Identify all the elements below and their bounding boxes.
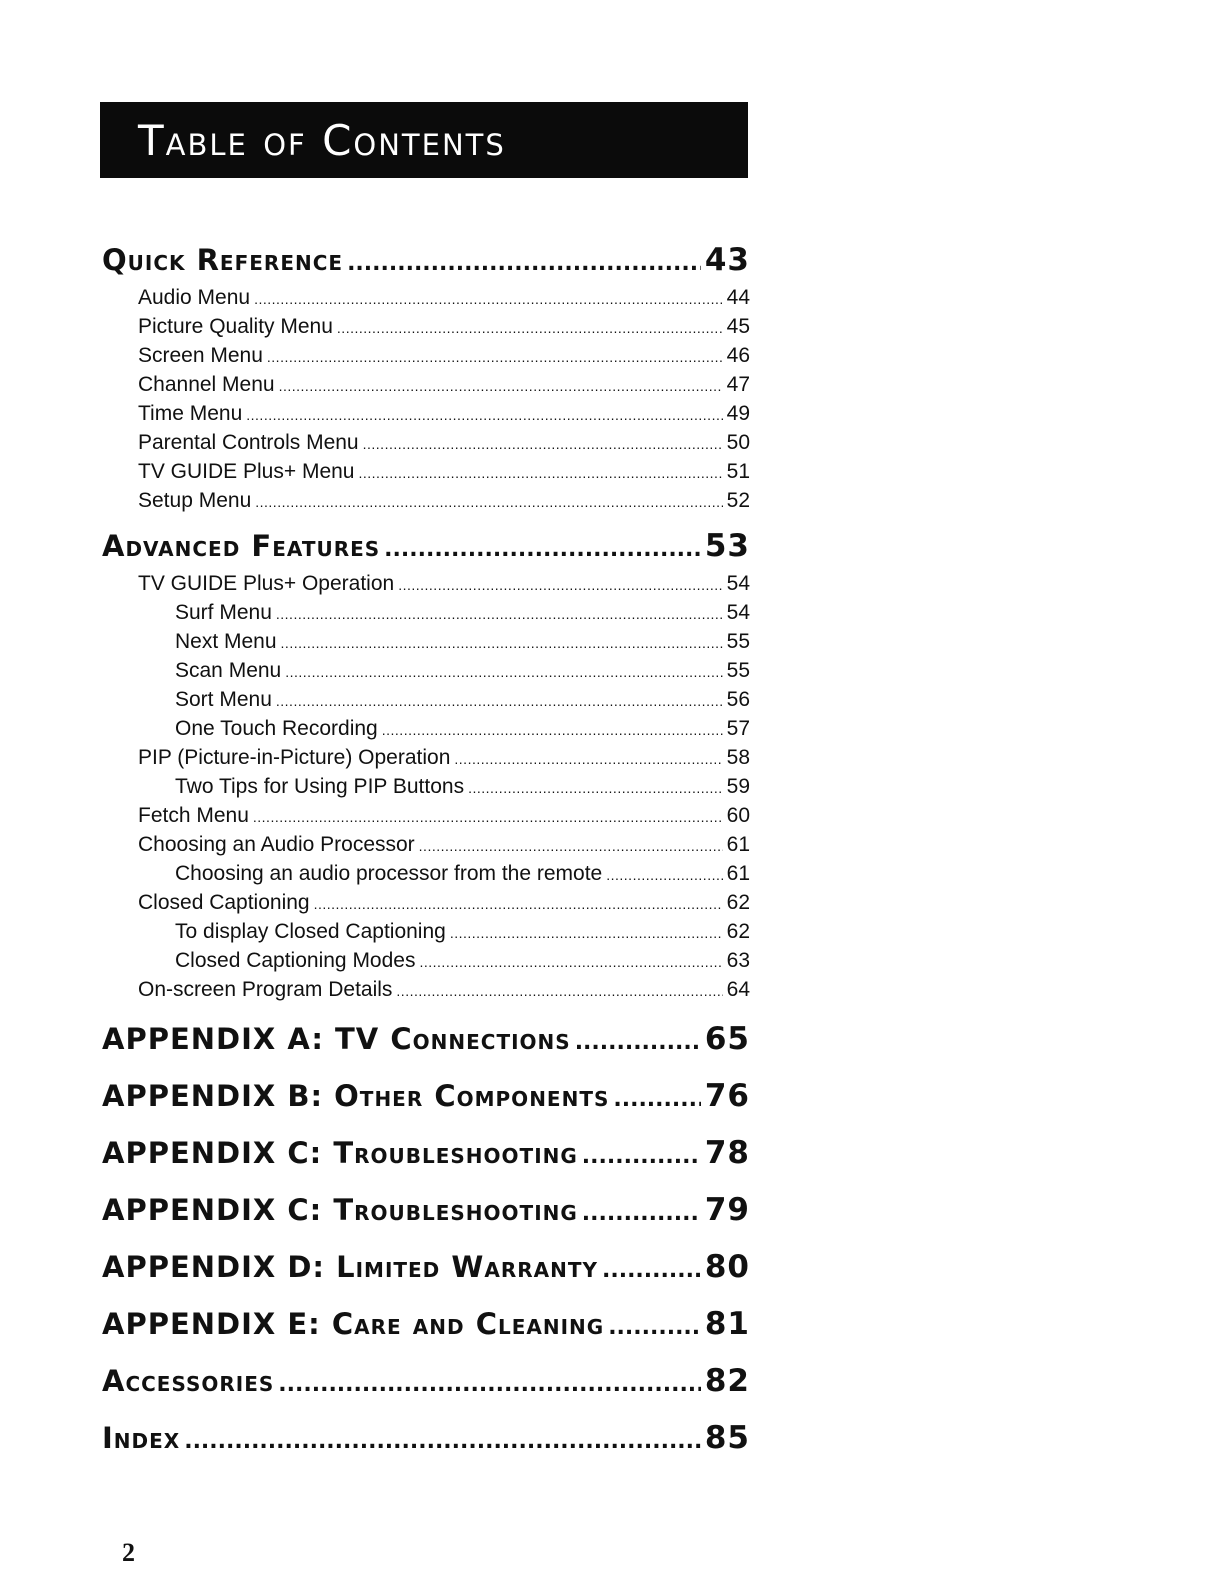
toc-section-advanced-features[interactable] bbox=[102, 528, 750, 572]
section-title: Quick Reference bbox=[102, 243, 344, 277]
dot-leader bbox=[276, 606, 723, 622]
item-label: One Touch Recording bbox=[175, 717, 378, 740]
item-label: Parental Controls Menu bbox=[138, 431, 359, 454]
item-label: Two Tips for Using PIP Buttons bbox=[175, 775, 465, 798]
dot-leader bbox=[184, 1429, 701, 1454]
appendix-page: 80 bbox=[704, 1249, 750, 1285]
appendix-page: 79 bbox=[704, 1192, 750, 1228]
dot-leader bbox=[382, 722, 723, 738]
item-label: Sort Menu bbox=[175, 688, 272, 711]
page-title: Table of Contents bbox=[138, 116, 506, 165]
item-label: Setup Menu bbox=[138, 489, 252, 512]
toc-subitem[interactable] bbox=[102, 659, 750, 688]
toc-item[interactable] bbox=[102, 373, 750, 402]
page-number: 2 bbox=[122, 1538, 135, 1567]
item-page: 46 bbox=[726, 344, 750, 367]
toc-item[interactable] bbox=[102, 572, 750, 601]
dot-leader bbox=[582, 1201, 701, 1226]
appendix-title: APPENDIX E: Care and Cleaning bbox=[102, 1307, 605, 1341]
appendix-title: APPENDIX D: Limited Warranty bbox=[102, 1250, 598, 1284]
dot-leader bbox=[454, 751, 722, 767]
dot-leader bbox=[575, 1030, 701, 1055]
item-page: 57 bbox=[726, 717, 750, 740]
appendix-page: 81 bbox=[704, 1306, 750, 1342]
toc-accessories[interactable] bbox=[102, 1363, 750, 1418]
dot-leader bbox=[281, 635, 723, 651]
toc-item[interactable] bbox=[102, 891, 750, 920]
item-label: Closed Captioning Modes bbox=[175, 949, 416, 972]
dot-leader bbox=[278, 1372, 701, 1397]
dot-leader bbox=[337, 320, 723, 336]
item-label: Channel Menu bbox=[138, 373, 275, 396]
item-label: Audio Menu bbox=[138, 286, 251, 309]
item-page: 51 bbox=[726, 460, 750, 483]
item-page: 45 bbox=[726, 315, 750, 338]
toc-item[interactable] bbox=[102, 344, 750, 373]
dot-leader bbox=[613, 1087, 700, 1112]
toc-item[interactable] bbox=[102, 315, 750, 344]
item-label: Time Menu bbox=[138, 402, 243, 425]
item-label: Choosing an audio processor from the remote bbox=[175, 862, 603, 885]
toc-item[interactable] bbox=[102, 431, 750, 460]
toc-appendix-d[interactable] bbox=[102, 1249, 750, 1304]
item-page: 63 bbox=[726, 949, 750, 972]
appendix-title: APPENDIX C: Troubleshooting bbox=[102, 1136, 578, 1170]
dot-leader bbox=[276, 693, 723, 709]
dot-leader bbox=[255, 494, 722, 510]
item-page: 54 bbox=[726, 601, 750, 624]
item-page: 60 bbox=[726, 804, 750, 827]
toc-subitem[interactable] bbox=[102, 601, 750, 630]
dot-leader bbox=[606, 867, 722, 883]
item-page: 47 bbox=[726, 373, 750, 396]
dot-leader bbox=[279, 378, 723, 394]
appendix-title: APPENDIX C: Troubleshooting bbox=[102, 1193, 578, 1227]
dot-leader bbox=[398, 577, 722, 593]
toc-item[interactable] bbox=[102, 460, 750, 489]
dot-leader bbox=[450, 925, 723, 941]
item-page: 55 bbox=[726, 659, 750, 682]
item-page: 52 bbox=[726, 489, 750, 512]
appendix-page: 82 bbox=[704, 1363, 750, 1399]
item-label: Picture Quality Menu bbox=[138, 315, 333, 338]
item-label: TV GUIDE Plus+ Operation bbox=[138, 572, 395, 595]
dot-leader bbox=[285, 664, 722, 680]
toc-appendix-c[interactable] bbox=[102, 1135, 750, 1190]
appendix-page: 85 bbox=[704, 1420, 750, 1456]
toc-subitem[interactable] bbox=[102, 920, 750, 949]
toc-subitem[interactable] bbox=[102, 949, 750, 978]
item-page: 62 bbox=[726, 920, 750, 943]
dot-leader bbox=[254, 291, 723, 307]
item-page: 49 bbox=[726, 402, 750, 425]
item-page: 61 bbox=[726, 833, 750, 856]
dot-leader bbox=[419, 838, 723, 854]
item-label: Screen Menu bbox=[138, 344, 263, 367]
item-page: 44 bbox=[726, 286, 750, 309]
toc-item[interactable] bbox=[102, 286, 750, 315]
toc-item[interactable] bbox=[102, 804, 750, 833]
item-label: PIP (Picture-in-Picture) Operation bbox=[138, 746, 451, 769]
item-label: Fetch Menu bbox=[138, 804, 249, 827]
toc-subitem[interactable] bbox=[102, 775, 750, 804]
dot-leader bbox=[384, 537, 701, 562]
dot-leader bbox=[608, 1315, 701, 1340]
dot-leader bbox=[246, 407, 722, 423]
section-page: 53 bbox=[704, 528, 750, 564]
toc-subitem[interactable] bbox=[102, 688, 750, 717]
appendix-title: APPENDIX B: Other Components bbox=[102, 1079, 610, 1113]
dot-leader bbox=[468, 780, 723, 796]
item-label: Next Menu bbox=[175, 630, 277, 653]
item-page: 59 bbox=[726, 775, 750, 798]
table-of-contents bbox=[102, 240, 750, 1475]
appendix-page: 78 bbox=[704, 1135, 750, 1171]
dot-leader bbox=[582, 1144, 701, 1169]
item-page: 50 bbox=[726, 431, 750, 454]
item-page: 58 bbox=[726, 746, 750, 769]
dot-leader bbox=[363, 436, 723, 452]
toc-item[interactable] bbox=[102, 833, 750, 862]
toc-subitem[interactable] bbox=[102, 717, 750, 746]
item-label: Closed Captioning bbox=[138, 891, 310, 914]
toc-item[interactable] bbox=[102, 746, 750, 775]
item-page: 56 bbox=[726, 688, 750, 711]
toc-item[interactable] bbox=[102, 978, 750, 1007]
toc-section-quick-reference[interactable] bbox=[102, 242, 750, 286]
dot-leader bbox=[314, 896, 723, 912]
item-label: To display Closed Captioning bbox=[175, 920, 446, 943]
dot-leader bbox=[419, 954, 722, 970]
appendix-title: APPENDIX A: TV Connections bbox=[102, 1022, 571, 1056]
title-banner bbox=[100, 102, 748, 178]
item-label: Choosing an Audio Processor bbox=[138, 833, 415, 856]
dot-leader bbox=[267, 349, 723, 365]
appendix-title: Accessories bbox=[102, 1364, 275, 1398]
item-page: 62 bbox=[726, 891, 750, 914]
item-page: 54 bbox=[726, 572, 750, 595]
item-label: TV GUIDE Plus+ Menu bbox=[138, 460, 355, 483]
dot-leader bbox=[359, 465, 723, 481]
section-page: 43 bbox=[704, 242, 750, 278]
item-label: Surf Menu bbox=[175, 601, 272, 624]
dot-leader bbox=[602, 1258, 701, 1283]
toc-index[interactable] bbox=[102, 1420, 750, 1475]
appendix-page: 76 bbox=[704, 1078, 750, 1114]
toc-item[interactable] bbox=[102, 402, 750, 431]
item-page: 61 bbox=[726, 862, 750, 885]
item-page: 55 bbox=[726, 630, 750, 653]
toc-subitem[interactable] bbox=[102, 862, 750, 891]
dot-leader bbox=[396, 983, 722, 999]
appendix-title: Index bbox=[102, 1421, 181, 1455]
toc-appendix-e[interactable] bbox=[102, 1306, 750, 1361]
section-title: Advanced Features bbox=[102, 529, 381, 563]
toc-subitem[interactable] bbox=[102, 630, 750, 659]
dot-leader bbox=[347, 251, 701, 276]
toc-appendix-b[interactable] bbox=[102, 1078, 750, 1133]
item-label: Scan Menu bbox=[175, 659, 282, 682]
item-label: On-screen Program Details bbox=[138, 978, 393, 1001]
toc-appendix-c-2[interactable] bbox=[102, 1192, 750, 1247]
dot-leader bbox=[253, 809, 723, 825]
appendix-page: 65 bbox=[704, 1021, 750, 1057]
toc-item[interactable] bbox=[102, 489, 750, 518]
item-page: 64 bbox=[726, 978, 750, 1001]
toc-appendix-a[interactable] bbox=[102, 1021, 750, 1076]
